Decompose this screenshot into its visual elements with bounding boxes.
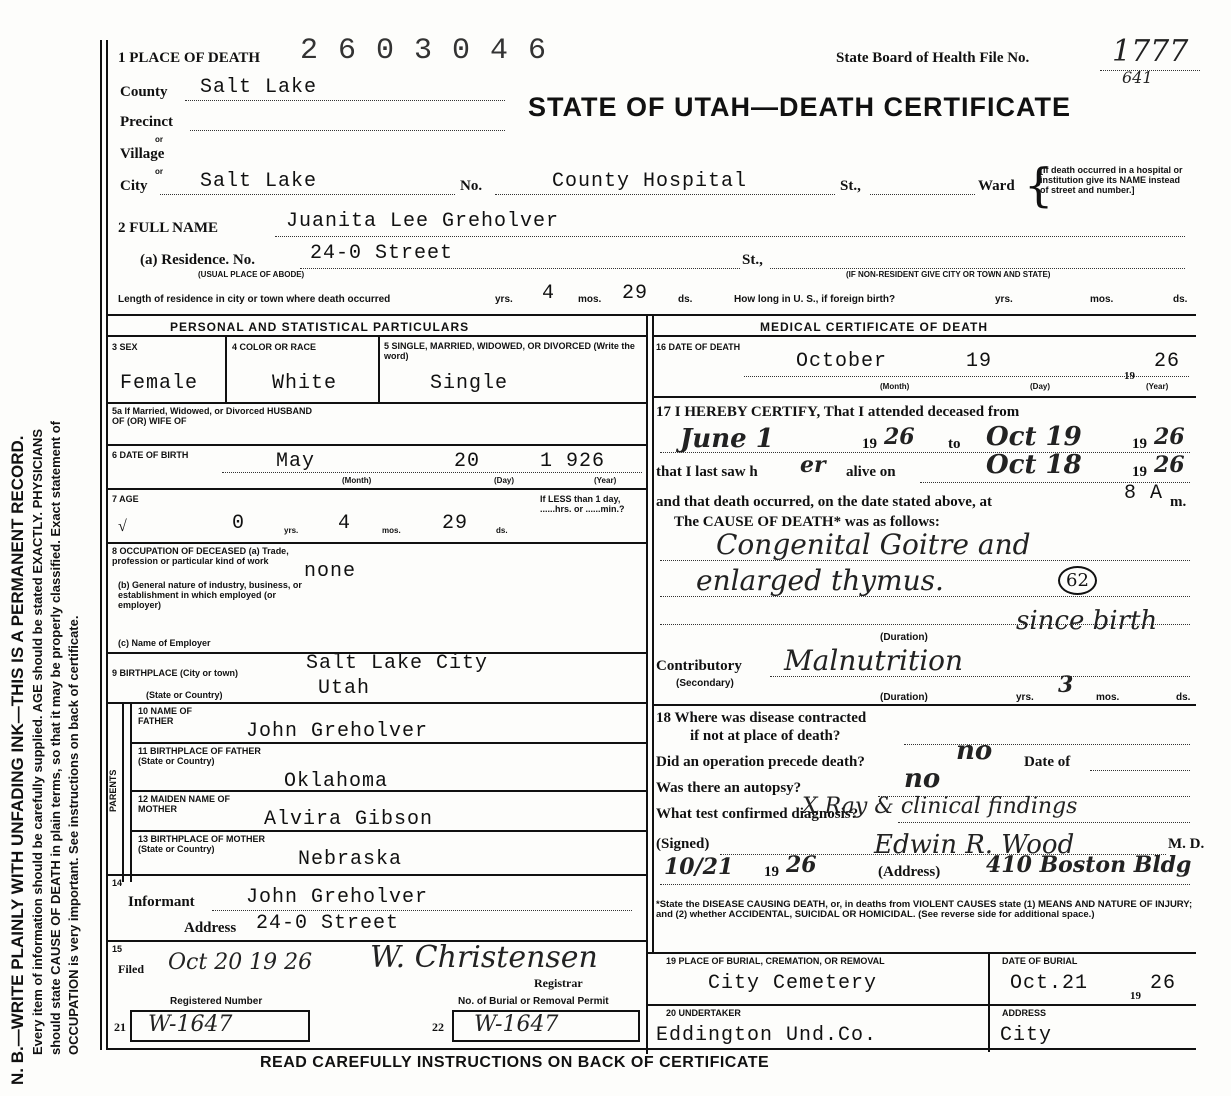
dod-month: October <box>796 350 888 373</box>
age-ds-cap: ds. <box>496 526 508 535</box>
age-ds: 29 <box>442 512 469 535</box>
mother-bp-label: 13 BIRTHPLACE OF MOTHER (State or Country) <box>138 834 266 854</box>
birthplace-city: Salt Lake City <box>306 652 489 675</box>
burial-date-label: DATE OF BURIAL <box>1002 956 1078 966</box>
us-label: How long in U. S., if foreign birth? <box>734 294 896 305</box>
personal-rule-4 <box>106 488 646 490</box>
from-19: 19 <box>862 436 877 452</box>
informant-line <box>212 910 632 911</box>
undertaker-value: Eddington Und.Co. <box>656 1024 878 1047</box>
ward-brace: { <box>1024 158 1054 212</box>
parents-rule-3 <box>130 830 646 832</box>
death-time: 8 A <box>1124 482 1164 505</box>
dob-year-cap: (Year) <box>594 476 617 485</box>
parents-rule-1 <box>130 742 646 744</box>
personal-section-title: PERSONAL AND STATISTICAL PARTICULARS <box>170 320 470 334</box>
dob-label: 6 DATE OF BIRTH <box>112 450 189 460</box>
certify-text: 17 I HEREBY CERTIFY, That I attended deceased from <box>656 404 1020 420</box>
city-label: City <box>120 178 148 194</box>
duration-label: (Duration) <box>880 632 928 643</box>
reg-number-label: Registered Number <box>170 996 263 1007</box>
mother-bp-value: Nebraska <box>298 848 403 871</box>
parents-vrule-2 <box>130 702 132 882</box>
occupation-label: 8 OCCUPATION OF DECEASED (a) Trade, profession or particular kind of work <box>112 546 289 566</box>
side-note-2: Every item of information should be carefully supplied. AGE should be stated EXACTLY. PHYSICIANS <box>30 428 45 1055</box>
personal-rule-2 <box>106 402 646 404</box>
dod-day-cap: (Day) <box>1030 382 1051 391</box>
village-label: Village <box>120 146 165 162</box>
operation-label: Did an operation precede death? <box>656 754 865 770</box>
parents-rule-2 <box>130 790 646 792</box>
dob-month-cap: (Month) <box>342 476 372 485</box>
filed-value: Oct 20 19 26 <box>168 950 313 975</box>
dur2-value: 3 <box>1058 672 1074 698</box>
operation-rule <box>1090 770 1190 771</box>
county-line <box>185 100 505 101</box>
birthplace-state: Utah <box>318 677 371 700</box>
und-address: City <box>1000 1024 1053 1047</box>
father-bp-value: Oklahoma <box>284 770 389 793</box>
personal-vrule-1 <box>225 335 227 402</box>
occupation-value: none <box>304 560 357 583</box>
signed-date-rule <box>660 884 1190 885</box>
signed-19: 19 <box>764 864 779 880</box>
employer-label: (c) Name of Employer <box>118 638 211 648</box>
residence-value: 24-0 Street <box>310 242 454 265</box>
contributory-rule <box>770 676 1190 677</box>
frame-middle-2 <box>652 314 654 954</box>
footer-instructions: READ CAREFULLY INSTRUCTIONS ON BACK OF CERTIFICATE <box>260 1054 770 1071</box>
side-note-4: OCCUPATION is very important. See instructions on back of certificate. <box>66 615 81 1055</box>
age-mos-cap: mos. <box>382 526 401 535</box>
personal-vrule-2 <box>378 335 380 402</box>
duration-value: since birth <box>1016 606 1158 636</box>
item14-label: 14 <box>112 878 123 888</box>
frame-middle <box>646 314 648 1054</box>
burial-value: City Cemetery <box>708 972 878 995</box>
city-line <box>160 194 455 195</box>
sex-label: 3 SEX <box>112 342 138 352</box>
father-value: John Greholver <box>246 720 429 743</box>
parents-label: PARENTS <box>108 769 118 812</box>
us-yrs: yrs. <box>995 294 1013 305</box>
cause-line-2: enlarged thymus. <box>696 564 944 597</box>
mother-value: Alvira Gibson <box>264 808 434 831</box>
occupation-b-label: (b) General nature of industry, business, or establishment in which employed (or employer) <box>118 580 302 610</box>
burial-year: 26 <box>1150 972 1177 995</box>
last-saw-date: Oct 18 <box>986 450 1082 480</box>
attended-line <box>660 452 1190 453</box>
usual-abode-label: (USUAL PLACE OF ABODE) <box>198 270 305 279</box>
dur2-yrs: yrs. <box>1016 692 1034 703</box>
ward-note: [If death occurred in a hospital or institution give its NAME instead of street and number.] <box>1040 165 1183 195</box>
dob-day: 20 <box>454 450 481 473</box>
parents-vrule-1 <box>122 702 124 882</box>
us-ds: ds. <box>1173 294 1188 305</box>
cause-line-1-rule <box>660 560 1190 561</box>
length-yrs-label: yrs. <box>495 294 513 305</box>
footnote: *State the DISEASE CAUSING DEATH, or, in deaths from VIOLENT CAUSES state (1) MEANS AND NATURE OF INJURY; and (2) whether ACCIDENTAL, SUICIDAL OR HOMICIDAL. (See reverse side for additional space.) <box>656 899 1193 920</box>
filed-label: Filed <box>118 962 144 976</box>
st-line <box>870 194 975 195</box>
md-label: M. D. <box>1168 836 1205 852</box>
spouse-label: 5a If Married, Widowed, or Divorced HUSBAND OF (OR) WIFE OF <box>112 406 312 426</box>
frame-top <box>106 314 1196 316</box>
full-name-line <box>275 236 1185 237</box>
autopsy-value: no <box>904 764 941 794</box>
burial-19: 19 <box>1130 990 1141 1002</box>
signer-value: Edwin R. Wood <box>874 830 1075 860</box>
dod-label: 16 DATE OF DEATH <box>656 342 741 352</box>
full-name-label: 2 FULL NAME <box>118 220 219 236</box>
personal-rule-3 <box>106 444 646 446</box>
stamped-number: 2 6 0 3 0 4 6 <box>300 34 548 68</box>
us-mos: mos. <box>1090 294 1114 305</box>
last-19: 19 <box>1132 464 1147 480</box>
burial-vrule <box>988 952 990 1052</box>
or-2: or <box>155 167 163 176</box>
signed-year: 26 <box>786 852 817 878</box>
length-res-label: Length of residence in city or town where death occurred <box>118 294 391 305</box>
date-of-label: Date of <box>1024 754 1071 770</box>
dob-year: 1 926 <box>540 450 606 473</box>
personal-rule-7 <box>106 702 646 704</box>
side-note-1: N. B.—WRITE PLAINLY WITH UNFADING INK—THIS IS A PERMANENT RECORD. <box>8 435 27 1085</box>
registrar-signature: W. Christensen <box>370 940 598 975</box>
residence-label: (a) Residence. No. <box>140 252 255 268</box>
or-1: or <box>155 135 163 144</box>
to-year: 26 <box>1154 424 1185 450</box>
q18-rule <box>904 744 1190 745</box>
father-label: 10 NAME OF FATHER <box>138 706 193 726</box>
registrar-label: Registrar <box>534 976 583 990</box>
marital-label: 5 SINGLE, MARRIED, WIDOWED, OR DIVORCED (Write the word) <box>384 341 635 361</box>
marital-value: Single <box>430 372 509 395</box>
age-yrs: 0 <box>232 512 246 535</box>
operation-value: no <box>956 736 993 766</box>
father-bp-label: 11 BIRTHPLACE OF FATHER (State or Country) <box>138 746 261 766</box>
death-time-label: and that death occurred, on the date stated above, at <box>656 494 992 510</box>
informant-address: 24-0 Street <box>256 912 400 935</box>
address-label-med: (Address) <box>878 864 941 880</box>
medical-rule-2 <box>652 396 1196 398</box>
informant-value: John Greholver <box>246 886 429 909</box>
last-year: 26 <box>1154 452 1185 478</box>
file-no-label: State Board of Health File No. <box>836 50 1030 66</box>
burial-permit-label: No. of Burial or Removal Permit <box>458 996 609 1007</box>
length-mos-label: mos. <box>578 294 602 305</box>
item1-label: 1 PLACE OF DEATH <box>118 50 261 66</box>
signed-date: 10/21 <box>664 854 734 880</box>
dod-year: 26 <box>1154 350 1181 373</box>
birthplace-label: 9 BIRTHPLACE (City or town) <box>112 668 238 678</box>
residence-line <box>300 268 740 269</box>
dod-month-cap: (Month) <box>880 382 910 391</box>
dob-line <box>222 472 642 473</box>
to-label: to <box>948 436 961 452</box>
personal-rule-5 <box>106 542 646 544</box>
medical-rule-3 <box>652 704 1196 706</box>
secondary-label: (Secondary) <box>676 678 734 689</box>
duration2-label: (Duration) <box>880 692 928 703</box>
cause-line-2-rule <box>660 596 1190 597</box>
address-value-med: 410 Boston Bldg <box>986 852 1192 878</box>
color-value: White <box>272 372 338 395</box>
und-address-label: ADDRESS <box>1002 1008 1047 1018</box>
left-margin-rule <box>100 40 102 1050</box>
ward-label: Ward <box>978 178 1015 194</box>
reg-number-value: W-1647 <box>148 1012 233 1037</box>
residence-st: St., <box>742 252 763 268</box>
medical-rule-1 <box>652 335 1196 337</box>
test-rule <box>898 822 1190 823</box>
length-ds-label: ds. <box>678 294 693 305</box>
test-value: X Ray & clinical findings <box>802 794 1078 819</box>
personal-rule-1 <box>106 335 646 337</box>
color-label: 4 COLOR OR RACE <box>232 342 317 352</box>
dod-year-cap: (Year) <box>1146 382 1169 391</box>
cause-label: The CAUSE OF DEATH* was as follows: <box>674 514 940 530</box>
contributory-label: Contributory <box>656 658 742 674</box>
dob-month: May <box>276 450 316 473</box>
cause-line-1: Congenital Goitre and <box>716 528 1031 561</box>
last-saw-her: er <box>800 452 826 478</box>
age-yrs-cap: yrs. <box>284 526 299 535</box>
side-note-3: should state CAUSE OF DEATH in plain terms, so that it may be properly classified. Exact statement of <box>48 420 63 1055</box>
from-year: 26 <box>884 424 915 450</box>
sex-value: Female <box>120 372 199 395</box>
left-margin-rule-2 <box>106 40 108 1050</box>
birthplace-state-label: (State or Country) <box>146 690 223 700</box>
medical-rule-4 <box>646 952 1196 954</box>
no-label: No. <box>460 178 483 194</box>
reg-21: 21 <box>114 1020 126 1034</box>
dod-year-prefix: 19 <box>1124 370 1135 382</box>
county-label: County <box>120 84 168 100</box>
attended-from: June 1 <box>680 424 774 454</box>
death-time-m: m. <box>1170 494 1187 510</box>
dur2-ds: ds. <box>1176 692 1191 703</box>
full-name-value: Juanita Lee Greholver <box>286 210 560 233</box>
item15-label: 15 <box>112 944 123 954</box>
length-mos: 29 <box>622 282 649 305</box>
autopsy-label: Was there an autopsy? <box>656 780 802 796</box>
undertaker-label: 20 UNDERTAKER <box>666 1008 741 1018</box>
precinct-label: Precinct <box>120 114 174 130</box>
medical-section-title: MEDICAL CERTIFICATE OF DEATH <box>760 320 988 334</box>
medical-rule-5 <box>646 1004 1196 1006</box>
age-mark: √ <box>118 518 127 535</box>
if-less-label: If LESS than 1 day, ......hrs. or ......min.? <box>540 494 625 514</box>
reg-22: 22 <box>432 1020 444 1034</box>
dod-line <box>744 376 1189 377</box>
dob-day-cap: (Day) <box>494 476 515 485</box>
county-value: Salt Lake <box>200 76 318 99</box>
nonresident-label: (IF NON-RESIDENT GIVE CITY OR TOWN AND STATE) <box>846 270 1051 279</box>
q18-label: 18 Where was disease contracted <box>656 710 867 726</box>
informant-address-label: Address <box>184 920 237 936</box>
burial-date: Oct.21 <box>1010 972 1089 995</box>
file-no: 1777 <box>1112 34 1189 69</box>
last-saw-label: that I last saw h <box>656 464 758 480</box>
footer-rule <box>106 1048 1196 1050</box>
file-no-sub: 641 <box>1122 68 1153 87</box>
residence-city-line <box>770 268 1185 269</box>
cause-code: 62 <box>1058 566 1097 595</box>
precinct-line <box>190 130 505 131</box>
length-yrs: 4 <box>542 282 556 305</box>
certificate-title: STATE OF UTAH—DEATH CERTIFICATE <box>528 92 1071 122</box>
test-label: What test confirmed diagnosis? <box>656 806 859 822</box>
attended-to: Oct 19 <box>986 422 1082 452</box>
contributory-value: Malnutrition <box>784 644 964 677</box>
no-value: County Hospital <box>552 170 748 193</box>
signed-label: (Signed) <box>656 836 710 852</box>
dod-day: 19 <box>966 350 993 373</box>
mother-label: 12 MAIDEN NAME OF MOTHER <box>138 794 231 814</box>
personal-rule-8 <box>106 874 646 876</box>
q18b-label: if not at place of death? <box>690 728 841 744</box>
city-value: Salt Lake <box>200 170 318 193</box>
st-label: St., <box>840 178 861 194</box>
dur2-mos: mos. <box>1096 692 1120 703</box>
burial-label: 19 PLACE OF BURIAL, CREMATION, OR REMOVAL <box>666 956 885 966</box>
age-mos: 4 <box>338 512 352 535</box>
no-line <box>495 194 835 195</box>
age-label: 7 AGE <box>112 494 139 504</box>
burial-permit-value: W-1647 <box>474 1012 559 1037</box>
to-19: 19 <box>1132 436 1147 452</box>
alive-on-label: alive on <box>846 464 896 480</box>
informant-label: Informant <box>128 894 195 910</box>
